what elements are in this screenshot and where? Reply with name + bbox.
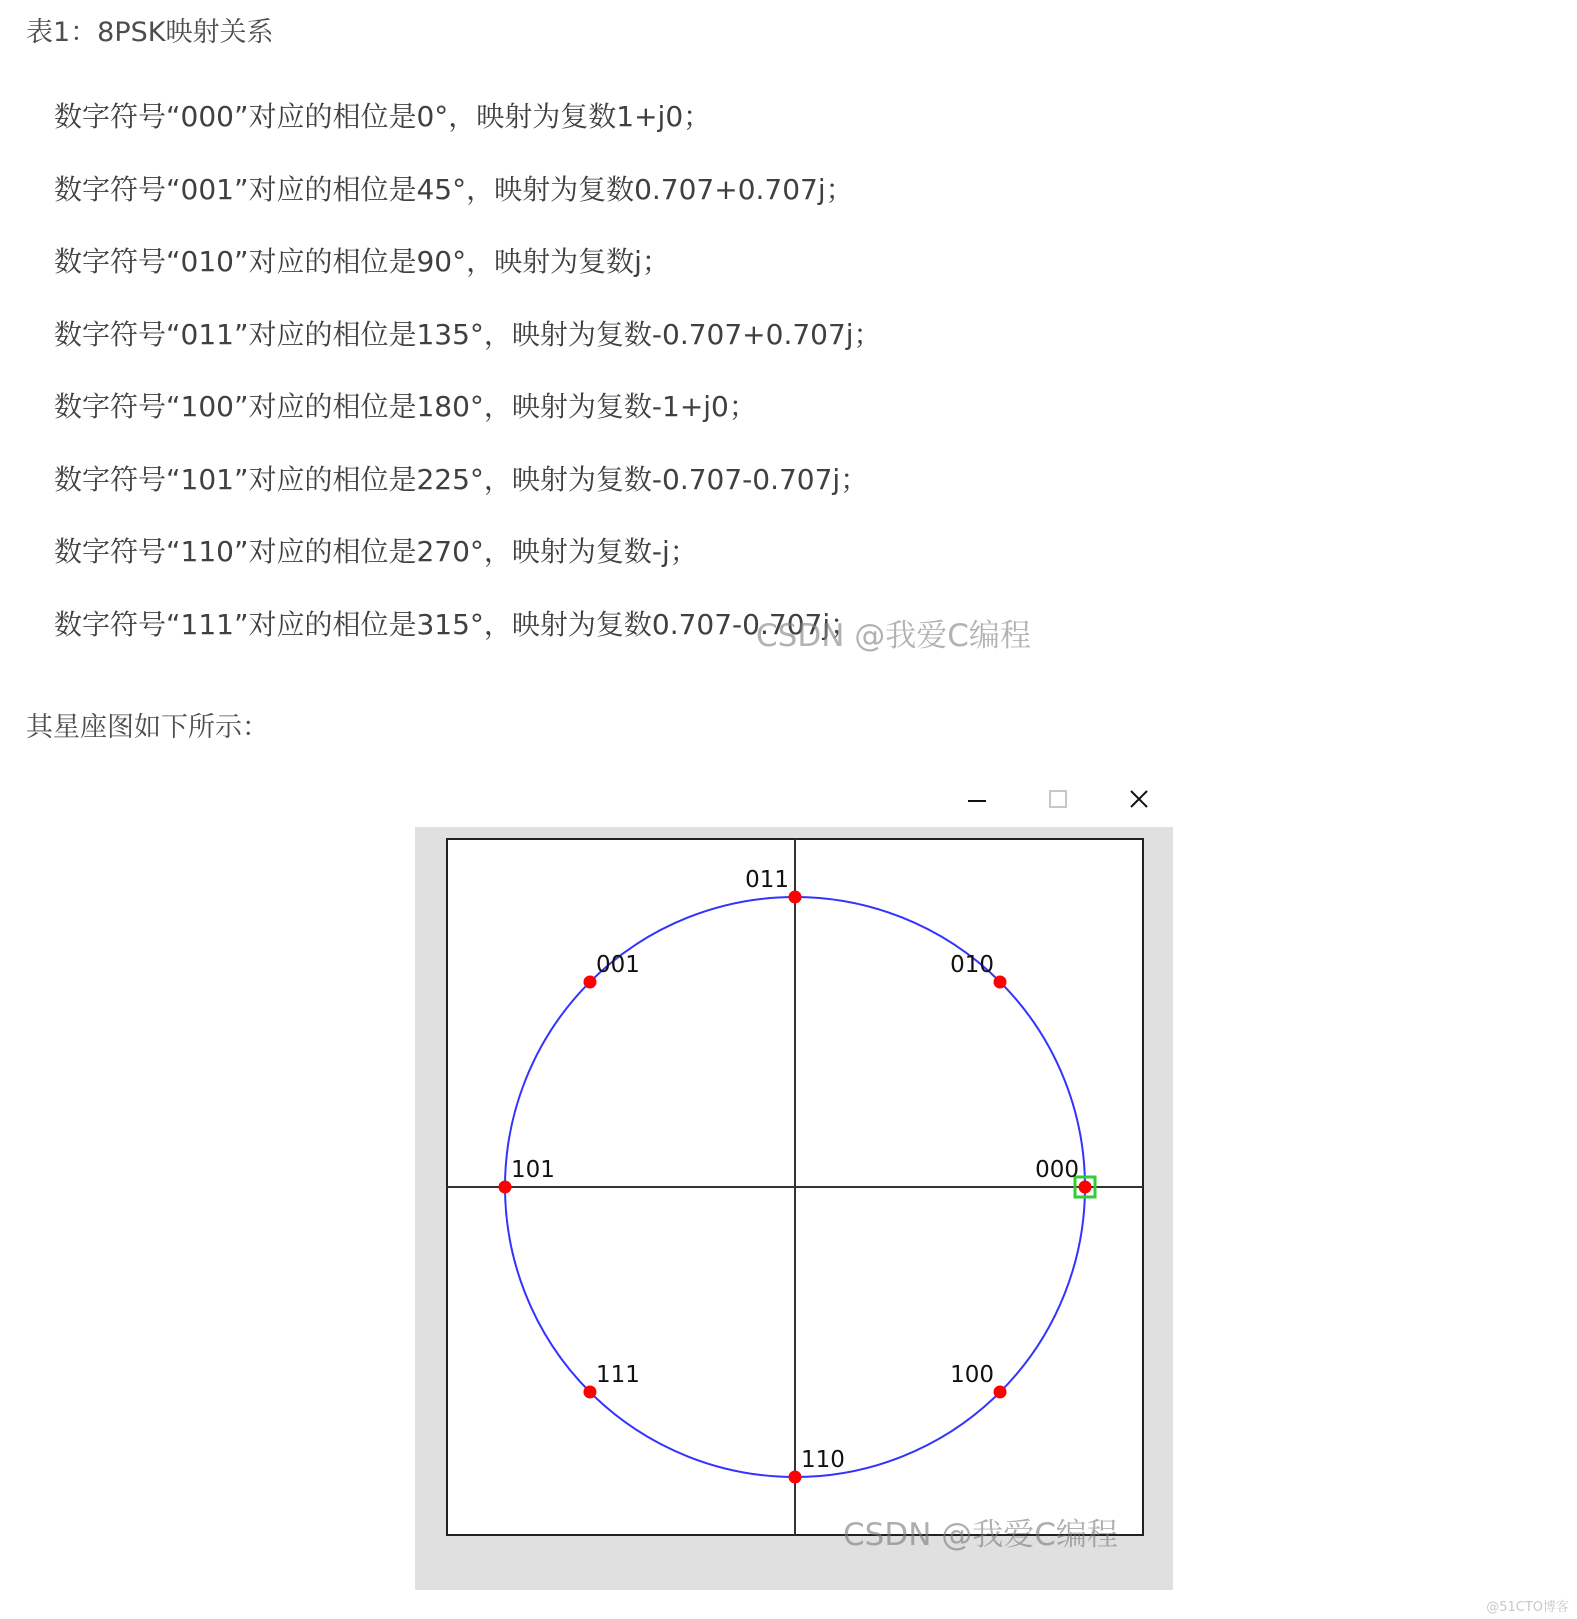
close-button[interactable] — [1120, 780, 1158, 818]
mapping-item-011: 数字符号“011”对应的相位是135°，映射为复数-0.707+0.707j； — [54, 317, 882, 351]
point-label-010: 010 — [950, 951, 995, 978]
plot-frame — [415, 827, 1173, 1590]
corner-watermark: @51CTO博客 — [1486, 1600, 1569, 1615]
mapping-item-101: 数字符号“101”对应的相位是225°，映射为复数-0.707-0.707j； — [54, 462, 869, 496]
point-label-101: 101 — [511, 1157, 555, 1183]
point-label-000: 000 — [1035, 1157, 1079, 1183]
constellation-point-101 — [499, 1181, 512, 1194]
mapping-item-001: 数字符号“001”对应的相位是45°，映射为复数0.707+0.707j； — [54, 172, 854, 206]
maximize-icon — [1047, 788, 1069, 810]
mapping-item-110: 数字符号“110”对应的相位是270°，映射为复数-j； — [54, 535, 698, 568]
point-label-100: 100 — [950, 1362, 995, 1389]
mapping-list — [54, 95, 882, 675]
mapping-item-010: 数字符号“010”对应的相位是90°，映射为复数j； — [54, 245, 670, 278]
constellation-point-010 — [994, 975, 1007, 988]
mapping-item-000: 数字符号“000”对应的相位是0°，映射为复数1+j0； — [54, 100, 712, 133]
mapping-item-100: 数字符号“100”对应的相位是180°，映射为复数-1+j0； — [54, 390, 757, 423]
constellation-point-110 — [789, 1471, 802, 1484]
maximize-button[interactable] — [1039, 780, 1077, 818]
minimize-icon — [966, 788, 988, 810]
constellation-point-011 — [789, 891, 802, 904]
text-watermark: CSDN @我爱C编程 — [756, 618, 1031, 654]
constellation-chart — [415, 827, 1173, 1590]
constellation-point-111 — [583, 1386, 596, 1399]
mapping-item-111: 数字符号“111”对应的相位是315°，映射为复数0.707-0.707j； — [54, 607, 859, 641]
point-label-111: 111 — [595, 1362, 640, 1389]
constellation-point-100 — [994, 1386, 1007, 1399]
point-label-110: 110 — [801, 1447, 845, 1473]
page-heading: 表1：8PSK映射关系 — [26, 17, 274, 48]
constellation-intro: 其星座图如下所示： — [26, 712, 269, 743]
figure-window — [410, 770, 1170, 1600]
close-icon — [1128, 788, 1150, 810]
minimize-button[interactable] — [958, 780, 996, 818]
chart-watermark: CSDN @我爱C编程 — [843, 1517, 1118, 1553]
constellation-point-000 — [1079, 1181, 1092, 1194]
constellation-point-001 — [583, 975, 596, 988]
point-label-011: 011 — [745, 867, 789, 893]
point-label-001: 001 — [595, 951, 640, 978]
